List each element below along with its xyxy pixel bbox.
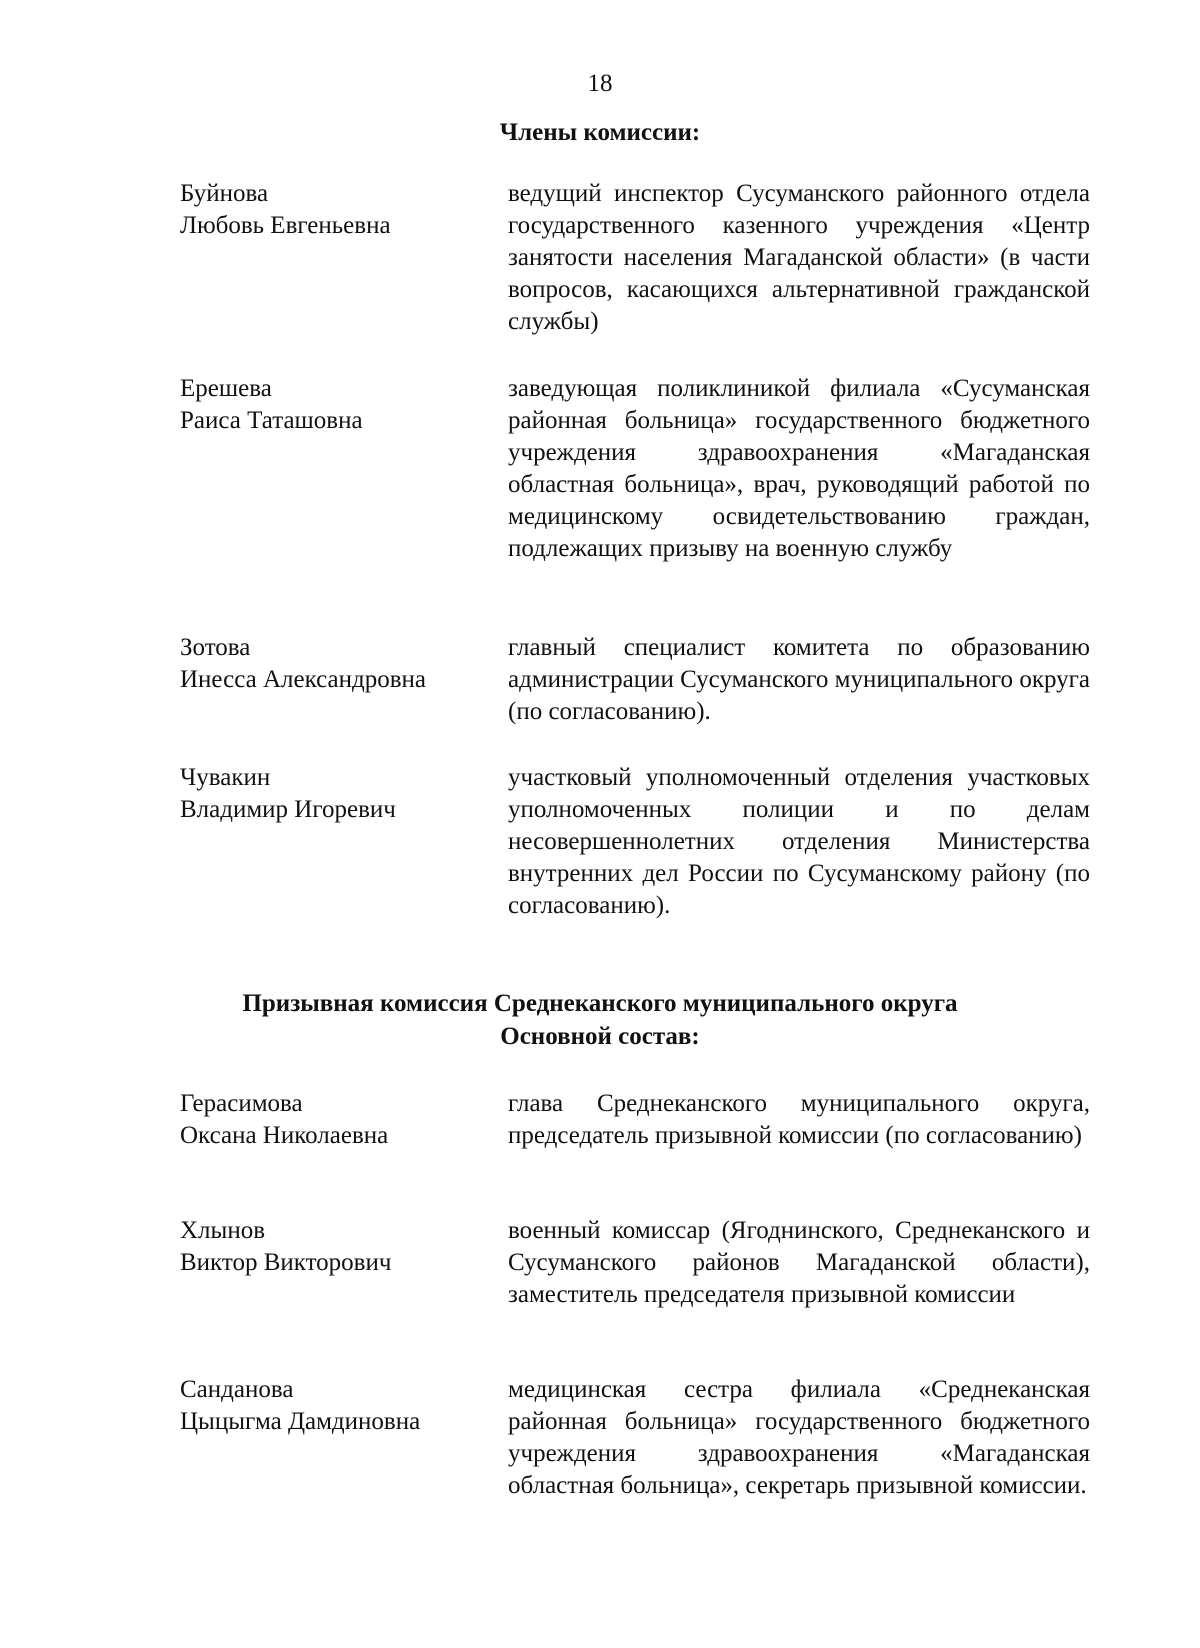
member-name bbox=[180, 1215, 500, 1279]
member-surname: Буйнова bbox=[180, 180, 269, 207]
member-given-name: Цыцыгма Дамдиновна bbox=[180, 1408, 421, 1435]
member-surname: Хлынов bbox=[180, 1217, 266, 1244]
member-name bbox=[180, 1374, 500, 1438]
member-position: главный специалист комитета по образованию администрации Сусуманского муниципального округа (по согласованию). bbox=[508, 634, 1090, 725]
member-name bbox=[180, 373, 500, 437]
member-given-name: Инесса Александровна bbox=[180, 666, 427, 693]
member-surname: Санданова bbox=[180, 1376, 294, 1403]
member-position: глава Среднеканского муниципального округа, председатель призывной комиссии (по согласованию) bbox=[508, 1090, 1090, 1149]
member-given-name: Виктор Викторович bbox=[180, 1249, 392, 1276]
member-surname: Герасимова bbox=[180, 1090, 303, 1117]
member-position: военный комиссар (Ягоднинского, Среднеканского и Сусуманского районов Магаданской области), заместитель председателя призывной комиссии bbox=[508, 1217, 1090, 1308]
member-surname: Зотова bbox=[180, 634, 251, 661]
member-given-name: Оксана Николаевна bbox=[180, 1122, 389, 1149]
member-surname: Чувакин bbox=[180, 764, 271, 791]
page-number: 18 bbox=[587, 70, 613, 97]
member-surname: Ерешева bbox=[180, 375, 272, 402]
member-name bbox=[180, 632, 500, 696]
member-given-name: Любовь Евгеньевна bbox=[180, 212, 391, 239]
member-position: медицинская сестра филиала «Среднеканская районная больница» государственного бюджетного учреждения здравоохранения «Магаданская областная больница», секретарь призывной комиссии. bbox=[508, 1376, 1090, 1499]
member-position: ведущий инспектор Сусуманского районного отдела государственного казенного учреждения «Центр занятости населения Магаданской области» (в части вопросов, касающихся альтернативной гражданской службы) bbox=[508, 180, 1090, 335]
main-composition-heading: Основной состав: bbox=[500, 1023, 700, 1050]
member-position: заведующая поликлиникой филиала «Сусуманская районная больница» государственного бюджетного учреждения здравоохранения «Магаданская областная больница», врач, руководящий работой по медицинскому освидетельствованию граждан, подлежащих призыву на военную службу bbox=[508, 375, 1090, 562]
member-given-name: Раиса Таташовна bbox=[180, 407, 363, 434]
members-heading: Члены комиссии: bbox=[499, 119, 701, 146]
member-name bbox=[180, 1088, 500, 1152]
member-given-name: Владимир Игоревич bbox=[180, 796, 396, 823]
commission-heading: Призывная комиссия Среднеканского муниципального округа bbox=[242, 990, 958, 1017]
member-position: участковый уполномоченный отделения участковых уполномоченных полиции и по делам несовершеннолетних отделения Министерства внутренних дел России по Сусуманскому району (по согласованию). bbox=[508, 764, 1090, 919]
member-name bbox=[180, 178, 500, 242]
member-name bbox=[180, 762, 500, 826]
